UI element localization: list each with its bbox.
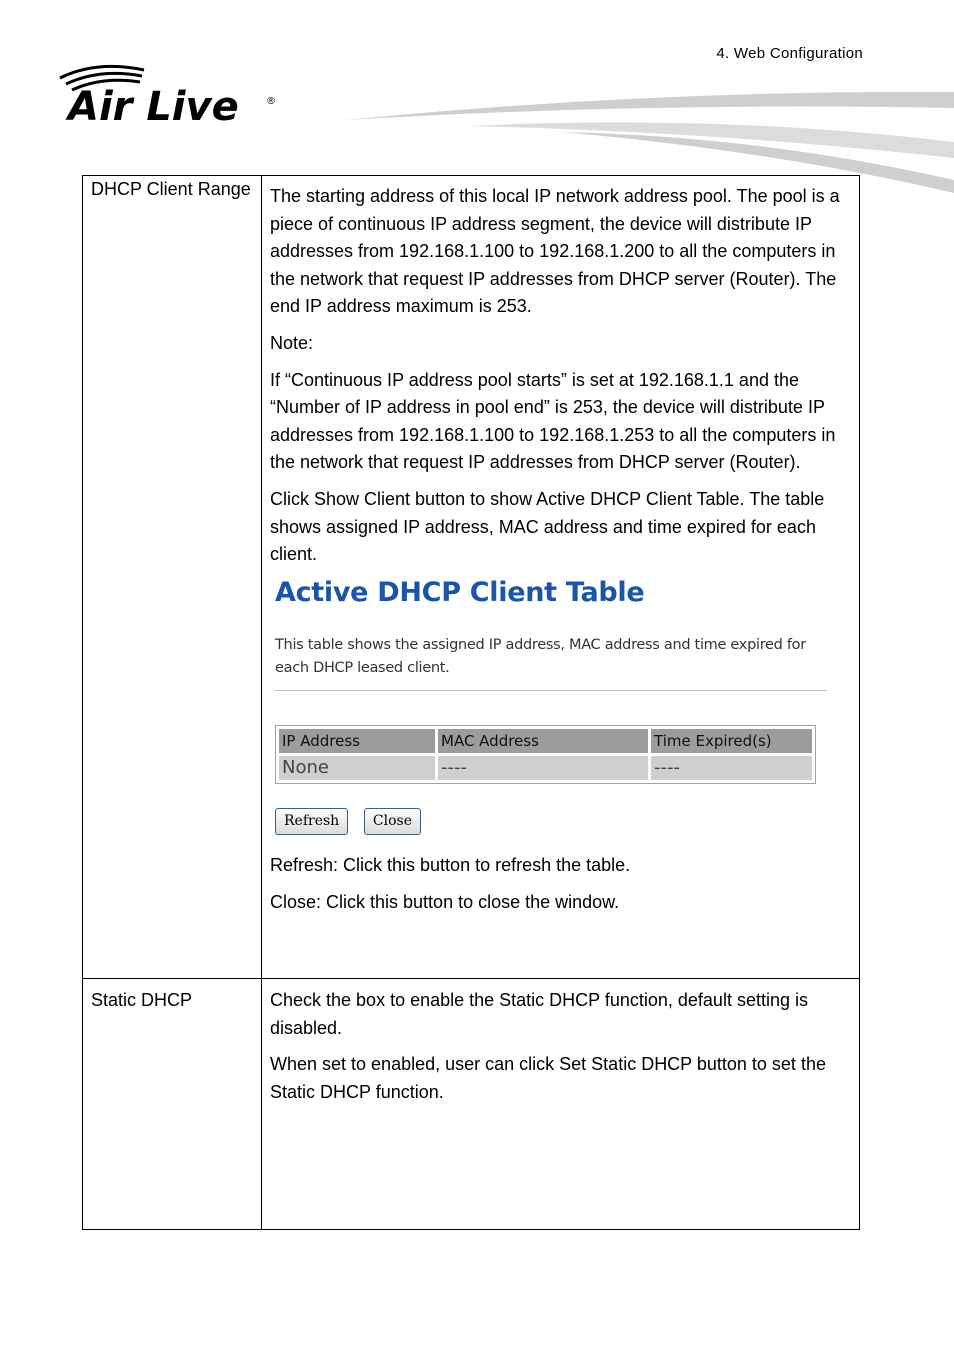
divider — [275, 690, 827, 691]
svg-text:®: ® — [266, 96, 276, 107]
description-paragraph: If “Continuous IP address pool starts” is set at 192.168.1.1 and the “Number of IP address in pool end” is 253, the device will distribute IP addresses from 192.168.1.100 to 192.168.1.253 to all the computers in the network that request IP addresses from DHCP server (Router). — [270, 369, 836, 473]
screenshot-description: This table shows the assigned IP address, MAC address and time expired for each DHCP leased client. — [275, 637, 806, 677]
dhcp-client-table-screenshot — [270, 576, 830, 837]
column-header-time: Time Expired(s) — [651, 729, 812, 753]
client-table-header — [279, 729, 812, 753]
table-row — [279, 756, 812, 780]
cell-mac: ---- — [438, 756, 648, 780]
note-label: Note: — [270, 332, 314, 353]
table-row — [83, 979, 860, 1230]
term-dhcp-client-range: DHCP Client Range — [91, 179, 251, 199]
table-row — [83, 176, 860, 979]
term-cell — [83, 979, 262, 1230]
term-static-dhcp: Static DHCP — [91, 990, 193, 1010]
refresh-description: Refresh: Click this button to refresh the table. — [270, 855, 631, 876]
active-dhcp-client-table — [275, 725, 816, 784]
description-paragraph: Click Show Client button to show Active DHCP Client Table. The table shows assigned IP address, MAC address and time expired for each client. — [270, 488, 825, 565]
column-header-ip: IP Address — [279, 729, 435, 753]
description-paragraph: When set to enabled, user can click Set Static DHCP button to set the Static DHCP function. — [270, 1054, 826, 1102]
refresh-button[interactable]: Refresh — [275, 808, 348, 835]
close-button[interactable]: Close — [364, 808, 421, 835]
cell-time: ---- — [651, 756, 812, 780]
section-header: 4. Web Configuration — [716, 45, 863, 62]
svg-text:Air Live: Air Live — [68, 84, 239, 128]
button-descriptions — [270, 852, 853, 916]
screenshot-button-row — [275, 808, 830, 836]
column-header-mac: MAC Address — [438, 729, 648, 753]
cell-ip: None — [279, 756, 435, 780]
description-cell — [262, 176, 860, 979]
parameter-table — [82, 175, 860, 1230]
description-paragraph: Check the box to enable the Static DHCP function, default setting is disabled. — [270, 990, 808, 1038]
close-description: Close: Click this button to close the window. — [270, 891, 620, 912]
description-paragraph: The starting address of this local IP network address pool. The pool is a piece of continuous IP address segment, the device will distribute IP addresses from 192.168.1.100 to 192.168.1.200 to all the computers in the network that request IP addresses from DHCP server (Router). The end IP address maximum is 253. — [270, 186, 840, 317]
screenshot-title: Active DHCP Client Table — [275, 576, 645, 608]
description-cell — [262, 979, 860, 1230]
term-cell — [83, 176, 262, 979]
